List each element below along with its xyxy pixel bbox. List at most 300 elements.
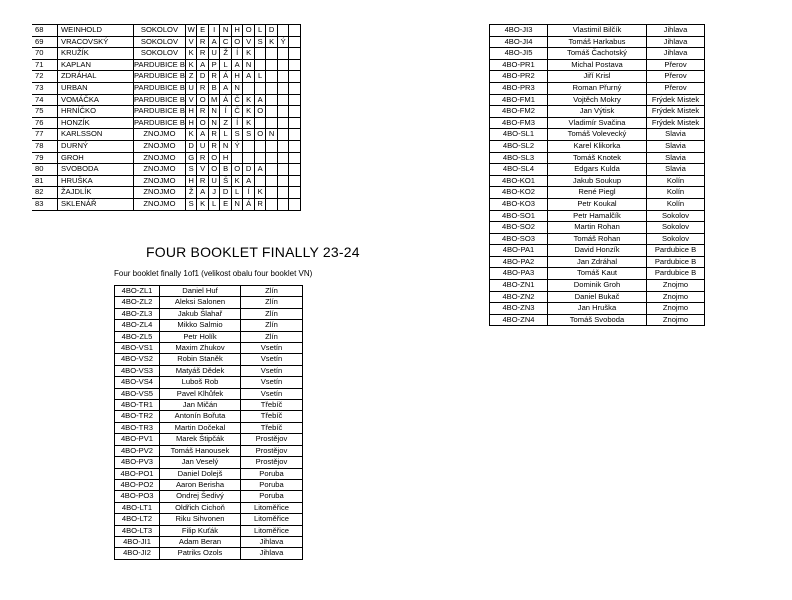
team-name: Prostějov bbox=[241, 434, 303, 445]
letter-cell: Č bbox=[231, 106, 243, 118]
player-name: Tomáš Knotek bbox=[548, 152, 647, 164]
letter-cell bbox=[254, 82, 266, 94]
letter-cell bbox=[277, 25, 289, 37]
letter-cell: D bbox=[197, 71, 209, 83]
row-number: 80 bbox=[32, 164, 58, 176]
card-code: 4BO-ZL3 bbox=[115, 308, 160, 319]
letter-cell: O bbox=[197, 117, 209, 129]
letter-cell: S bbox=[243, 129, 255, 141]
team-name: Poruba bbox=[241, 468, 303, 479]
letter-cell: C bbox=[220, 36, 232, 48]
letter-cell: V bbox=[197, 164, 209, 176]
table-row bbox=[32, 164, 300, 176]
team-name: Slavia bbox=[647, 152, 705, 164]
letter-cell bbox=[243, 152, 255, 164]
letter-cell: K bbox=[185, 48, 197, 60]
team-name: Zlín bbox=[241, 331, 303, 342]
letters-table bbox=[32, 24, 301, 211]
letter-cell: Í bbox=[231, 48, 243, 60]
row-number: 76 bbox=[32, 117, 58, 129]
team-name: PARDUBICE B bbox=[134, 59, 186, 71]
table-row bbox=[115, 457, 303, 468]
letter-cell bbox=[289, 94, 301, 106]
card-code: 4BO-SO1 bbox=[490, 210, 548, 222]
table-row bbox=[490, 71, 705, 83]
player-surname: KARLSSON bbox=[58, 129, 134, 141]
table-row bbox=[32, 82, 300, 94]
team-name: Sokolov bbox=[647, 233, 705, 245]
player-name: Robin Staněk bbox=[160, 354, 241, 365]
letter-cell: H bbox=[231, 71, 243, 83]
letter-cell: N bbox=[208, 117, 220, 129]
letter-cell bbox=[266, 59, 278, 71]
card-code: 4BO-PV1 bbox=[115, 434, 160, 445]
letter-cell: H bbox=[220, 152, 232, 164]
card-code: 4BO-KO2 bbox=[490, 187, 548, 199]
player-name: Vlastimil Bilčík bbox=[548, 25, 647, 37]
letter-cell: H bbox=[185, 117, 197, 129]
letter-cell: P bbox=[208, 59, 220, 71]
letter-cell: O bbox=[208, 152, 220, 164]
letter-cell: B bbox=[208, 82, 220, 94]
player-name: Aleksi Salonen bbox=[160, 297, 241, 308]
team-name: Kolín bbox=[647, 198, 705, 210]
card-code: 4BO-SL1 bbox=[490, 129, 548, 141]
table-row bbox=[32, 48, 300, 60]
player-surname: SKLENÁŘ bbox=[58, 198, 134, 210]
letter-cell: A bbox=[208, 36, 220, 48]
letter-cell: N bbox=[220, 25, 232, 37]
letter-cell bbox=[289, 175, 301, 187]
letter-cell bbox=[266, 94, 278, 106]
letter-cell bbox=[289, 59, 301, 71]
letter-cell bbox=[266, 198, 278, 210]
table-row bbox=[32, 71, 300, 83]
letter-cell: K bbox=[254, 187, 266, 199]
table-row bbox=[115, 377, 303, 388]
player-name: Filip Kuťák bbox=[160, 525, 241, 536]
player-name: René Piegl bbox=[548, 187, 647, 199]
team-name: Frýdek Mistek bbox=[647, 117, 705, 129]
player-name: Mikko Salmio bbox=[160, 320, 241, 331]
player-surname: HRUŠKA bbox=[58, 175, 134, 187]
player-surname: ZDRÁHAL bbox=[58, 71, 134, 83]
table-row bbox=[490, 129, 705, 141]
table-row bbox=[490, 210, 705, 222]
team-name: PARDUBICE B bbox=[134, 71, 186, 83]
team-name: Kolín bbox=[647, 175, 705, 187]
table-row bbox=[490, 152, 705, 164]
card-code: 4BO-KO1 bbox=[490, 175, 548, 187]
letter-cell: R bbox=[208, 71, 220, 83]
letter-cell bbox=[277, 94, 289, 106]
table-row bbox=[115, 320, 303, 331]
team-name: ZNOJMO bbox=[134, 164, 186, 176]
letter-cell: K bbox=[243, 48, 255, 60]
card-code: 4BO-LT2 bbox=[115, 514, 160, 525]
letter-cell: E bbox=[197, 25, 209, 37]
letter-cell: N bbox=[220, 140, 232, 152]
team-name: Vsetín bbox=[241, 377, 303, 388]
letter-cell: L bbox=[220, 129, 232, 141]
card-code: 4BO-VS4 bbox=[115, 377, 160, 388]
team-name: ZNOJMO bbox=[134, 175, 186, 187]
team-name: Třebíč bbox=[241, 411, 303, 422]
letter-cell: L bbox=[208, 198, 220, 210]
letter-cell: N bbox=[243, 59, 255, 71]
player-surname: VRACOVSKÝ bbox=[58, 36, 134, 48]
team-name: Slavia bbox=[647, 164, 705, 176]
table-row bbox=[115, 491, 303, 502]
letter-cell: A bbox=[197, 187, 209, 199]
team-name: Třebíč bbox=[241, 400, 303, 411]
player-name: Patriks Ozols bbox=[160, 548, 241, 559]
letter-cell: K bbox=[243, 94, 255, 106]
player-name: Petr Koukal bbox=[548, 198, 647, 210]
letter-cell bbox=[254, 140, 266, 152]
player-name: Maxim Zhukov bbox=[160, 343, 241, 354]
player-name: Daniel Huf bbox=[160, 286, 241, 297]
card-code: 4BO-PA1 bbox=[490, 245, 548, 257]
team-name: Vsetín bbox=[241, 365, 303, 376]
table-row bbox=[115, 400, 303, 411]
letter-cell: N bbox=[208, 106, 220, 118]
card-code: 4BO-JI2 bbox=[115, 548, 160, 559]
letter-cell bbox=[277, 71, 289, 83]
card-code: 4BO-PO3 bbox=[115, 491, 160, 502]
card-code: 4BO-ZN1 bbox=[490, 280, 548, 292]
table-row bbox=[490, 48, 705, 60]
table-row bbox=[32, 106, 300, 118]
table-row bbox=[490, 36, 705, 48]
team-name: Slavia bbox=[647, 129, 705, 141]
row-number: 73 bbox=[32, 82, 58, 94]
table-row bbox=[490, 222, 705, 234]
letter-cell bbox=[289, 106, 301, 118]
letter-cell: V bbox=[243, 36, 255, 48]
letter-cell: Ý bbox=[231, 140, 243, 152]
card-code: 4BO-ZL4 bbox=[115, 320, 160, 331]
player-name: Luboš Rob bbox=[160, 377, 241, 388]
table-row bbox=[115, 514, 303, 525]
table-row bbox=[490, 314, 705, 326]
table-row bbox=[32, 59, 300, 71]
card-code: 4BO-JI4 bbox=[490, 36, 548, 48]
letter-cell: H bbox=[231, 25, 243, 37]
letter-cell bbox=[266, 187, 278, 199]
table-row bbox=[115, 388, 303, 399]
player-surname: ŽAJDLÍK bbox=[58, 187, 134, 199]
team-name: Frýdek Mistek bbox=[647, 106, 705, 118]
letter-cell: D bbox=[266, 25, 278, 37]
letter-cell bbox=[254, 48, 266, 60]
letter-cell: K bbox=[185, 129, 197, 141]
table-row bbox=[490, 175, 705, 187]
table-row bbox=[115, 354, 303, 365]
letter-cell bbox=[266, 140, 278, 152]
letter-cell: G bbox=[185, 152, 197, 164]
table-row bbox=[115, 343, 303, 354]
letter-cell: K bbox=[185, 59, 197, 71]
player-surname: VOMÁČKA bbox=[58, 94, 134, 106]
table-row bbox=[115, 411, 303, 422]
team-name: SOKOLOV bbox=[134, 25, 186, 37]
letter-cell bbox=[289, 198, 301, 210]
letter-cell bbox=[289, 117, 301, 129]
team-name: Přerov bbox=[647, 82, 705, 94]
player-name: Tomáš Volevecký bbox=[548, 129, 647, 141]
table-row bbox=[32, 152, 300, 164]
player-name: Tomáš Svoboda bbox=[548, 314, 647, 326]
team-name: Přerov bbox=[647, 71, 705, 83]
player-name: Antonín Bořuta bbox=[160, 411, 241, 422]
table-row bbox=[490, 59, 705, 71]
letter-cell bbox=[289, 187, 301, 199]
table-row bbox=[490, 187, 705, 199]
table-row bbox=[32, 117, 300, 129]
table-row bbox=[490, 256, 705, 268]
table-row bbox=[490, 291, 705, 303]
letter-cell: W bbox=[185, 25, 197, 37]
letter-cell: R bbox=[208, 129, 220, 141]
row-number: 68 bbox=[32, 25, 58, 37]
letter-cell: M bbox=[208, 94, 220, 106]
player-name: Jan Veselý bbox=[160, 457, 241, 468]
letter-cell bbox=[266, 164, 278, 176]
team-name: Jihlava bbox=[647, 36, 705, 48]
player-name: Jakub Šlahař bbox=[160, 308, 241, 319]
letter-cell: O bbox=[254, 106, 266, 118]
team-name: Znojmo bbox=[647, 314, 705, 326]
table-row bbox=[490, 94, 705, 106]
letter-cell: Ž bbox=[220, 48, 232, 60]
table-row bbox=[490, 117, 705, 129]
card-code: 4BO-FM1 bbox=[490, 94, 548, 106]
letter-cell: U bbox=[208, 175, 220, 187]
team-name: ZNOJMO bbox=[134, 152, 186, 164]
team-name: Třebíč bbox=[241, 422, 303, 433]
team-name: Poruba bbox=[241, 479, 303, 490]
page-subheading: Four booklet finally 1of1 (velikost obalu four booklet VN) bbox=[114, 269, 313, 278]
letter-cell: Z bbox=[185, 71, 197, 83]
table-row bbox=[32, 175, 300, 187]
letter-cell: Š bbox=[220, 175, 232, 187]
team-name: PARDUBICE B bbox=[134, 106, 186, 118]
player-surname: HRNÍČKO bbox=[58, 106, 134, 118]
team-name: Vsetín bbox=[241, 388, 303, 399]
table-row bbox=[490, 164, 705, 176]
team-name: PARDUBICE B bbox=[134, 82, 186, 94]
booklet-table bbox=[114, 285, 303, 560]
team-name: Jihlava bbox=[647, 25, 705, 37]
card-code: 4BO-VS3 bbox=[115, 365, 160, 376]
card-code: 4BO-SL2 bbox=[490, 140, 548, 152]
team-name: Litoměřice bbox=[241, 525, 303, 536]
team-name: Litoměřice bbox=[241, 502, 303, 513]
letter-cell: R bbox=[197, 106, 209, 118]
letter-cell: U bbox=[208, 48, 220, 60]
card-code: 4BO-PR2 bbox=[490, 71, 548, 83]
card-code: 4BO-JI3 bbox=[490, 25, 548, 37]
player-name: Karel Klikorka bbox=[548, 140, 647, 152]
card-code: 4BO-KO3 bbox=[490, 198, 548, 210]
card-code: 4BO-SO2 bbox=[490, 222, 548, 234]
team-name: ZNOJMO bbox=[134, 198, 186, 210]
letter-cell: U bbox=[197, 140, 209, 152]
card-code: 4BO-PR3 bbox=[490, 82, 548, 94]
table-row bbox=[32, 25, 300, 37]
letter-cell: S bbox=[254, 36, 266, 48]
letter-cell: A bbox=[243, 175, 255, 187]
letter-cell: R bbox=[197, 82, 209, 94]
team-name: SOKOLOV bbox=[134, 48, 186, 60]
letter-cell: S bbox=[185, 164, 197, 176]
table-row bbox=[115, 286, 303, 297]
letter-cell bbox=[289, 152, 301, 164]
letter-cell: H bbox=[185, 106, 197, 118]
table-row bbox=[490, 280, 705, 292]
card-code: 4BO-SO3 bbox=[490, 233, 548, 245]
card-code: 4BO-PO1 bbox=[115, 468, 160, 479]
letter-cell: A bbox=[231, 59, 243, 71]
letter-cell: Á bbox=[220, 94, 232, 106]
player-name: Adam Beran bbox=[160, 536, 241, 547]
table-row bbox=[490, 25, 705, 37]
table-row bbox=[32, 94, 300, 106]
player-surname: DURNÝ bbox=[58, 140, 134, 152]
team-name: Pardubice B bbox=[647, 268, 705, 280]
team-name: Prostějov bbox=[241, 457, 303, 468]
team-name: Jihlava bbox=[241, 536, 303, 547]
letter-cell bbox=[277, 164, 289, 176]
player-name: Jan Zdráhal bbox=[548, 256, 647, 268]
letter-cell: K bbox=[243, 117, 255, 129]
letter-cell: R bbox=[208, 140, 220, 152]
letter-cell: R bbox=[254, 198, 266, 210]
letter-cell: I bbox=[208, 25, 220, 37]
letter-cell: A bbox=[254, 164, 266, 176]
player-surname: WEINHOLD bbox=[58, 25, 134, 37]
table-row bbox=[115, 308, 303, 319]
player-name: Martin Dočekal bbox=[160, 422, 241, 433]
letter-cell: O bbox=[254, 129, 266, 141]
letter-cell bbox=[243, 140, 255, 152]
card-code: 4BO-PV2 bbox=[115, 445, 160, 456]
team-name: Znojmo bbox=[647, 291, 705, 303]
card-code: 4BO-ZN3 bbox=[490, 303, 548, 315]
letter-cell bbox=[277, 140, 289, 152]
team-name: Přerov bbox=[647, 59, 705, 71]
letter-cell: K bbox=[243, 106, 255, 118]
letter-cell: J bbox=[208, 187, 220, 199]
player-name: Ondrej Šedivý bbox=[160, 491, 241, 502]
letter-cell: R bbox=[197, 152, 209, 164]
letter-cell bbox=[289, 164, 301, 176]
player-name: Marek Štipčák bbox=[160, 434, 241, 445]
card-code: 4BO-PO2 bbox=[115, 479, 160, 490]
letter-cell: O bbox=[231, 36, 243, 48]
letter-cell bbox=[277, 187, 289, 199]
letter-cell: R bbox=[197, 175, 209, 187]
letter-cell: O bbox=[231, 164, 243, 176]
player-name: Jan Výtisk bbox=[548, 106, 647, 118]
player-surname: SVOBODA bbox=[58, 164, 134, 176]
card-code: 4BO-ZL2 bbox=[115, 297, 160, 308]
letter-cell: K bbox=[266, 36, 278, 48]
team-name: Zlín bbox=[241, 286, 303, 297]
card-code: 4BO-ZL1 bbox=[115, 286, 160, 297]
player-name: Matyáš Dědek bbox=[160, 365, 241, 376]
letter-cell bbox=[277, 175, 289, 187]
letter-cell: D bbox=[243, 164, 255, 176]
card-code: 4BO-ZN4 bbox=[490, 314, 548, 326]
row-number: 79 bbox=[32, 152, 58, 164]
player-name: Dominik Groh bbox=[548, 280, 647, 292]
team-name: Frýdek Mistek bbox=[647, 94, 705, 106]
letter-cell: R bbox=[197, 36, 209, 48]
card-code: 4BO-VS5 bbox=[115, 388, 160, 399]
letter-cell: V bbox=[185, 36, 197, 48]
letter-cell bbox=[277, 198, 289, 210]
row-number: 77 bbox=[32, 129, 58, 141]
letter-cell bbox=[277, 106, 289, 118]
player-surname: HONZÍK bbox=[58, 117, 134, 129]
table-row bbox=[115, 536, 303, 547]
team-name: ZNOJMO bbox=[134, 129, 186, 141]
letter-cell: A bbox=[243, 71, 255, 83]
letter-cell: S bbox=[231, 129, 243, 141]
table-row bbox=[490, 106, 705, 118]
letter-cell bbox=[289, 48, 301, 60]
row-number: 71 bbox=[32, 59, 58, 71]
player-name: Tomáš Rohan bbox=[548, 233, 647, 245]
card-code: 4BO-LT1 bbox=[115, 502, 160, 513]
row-number: 69 bbox=[32, 36, 58, 48]
player-name: Jakub Soukup bbox=[548, 175, 647, 187]
table-row bbox=[32, 140, 300, 152]
letter-cell: B bbox=[220, 164, 232, 176]
player-name: Jiří Krisl bbox=[548, 71, 647, 83]
table-row bbox=[115, 525, 303, 536]
letter-cell: U bbox=[185, 82, 197, 94]
card-code: 4BO-JI1 bbox=[115, 536, 160, 547]
letter-cell: K bbox=[197, 198, 209, 210]
player-surname: KRUŽÍK bbox=[58, 48, 134, 60]
player-name: Aaron Berisha bbox=[160, 479, 241, 490]
player-name: Jan Hruška bbox=[548, 303, 647, 315]
row-number: 82 bbox=[32, 187, 58, 199]
table-row bbox=[115, 548, 303, 559]
letter-cell bbox=[231, 152, 243, 164]
team-name: Kolín bbox=[647, 187, 705, 199]
team-name: PARDUBICE B bbox=[134, 94, 186, 106]
letter-cell bbox=[277, 82, 289, 94]
team-name: PARDUBICE B bbox=[134, 117, 186, 129]
team-name: ZNOJMO bbox=[134, 187, 186, 199]
table-row bbox=[32, 198, 300, 210]
letter-cell: O bbox=[197, 94, 209, 106]
player-surname: KAPLAN bbox=[58, 59, 134, 71]
card-code: 4BO-JI5 bbox=[490, 48, 548, 60]
table-row bbox=[115, 297, 303, 308]
letter-cell bbox=[266, 152, 278, 164]
right-booklet-table bbox=[489, 24, 705, 326]
team-name: Vsetín bbox=[241, 343, 303, 354]
team-name: Slavia bbox=[647, 140, 705, 152]
team-name: Znojmo bbox=[647, 280, 705, 292]
team-name: Prostějov bbox=[241, 445, 303, 456]
card-code: 4BO-ZN2 bbox=[490, 291, 548, 303]
